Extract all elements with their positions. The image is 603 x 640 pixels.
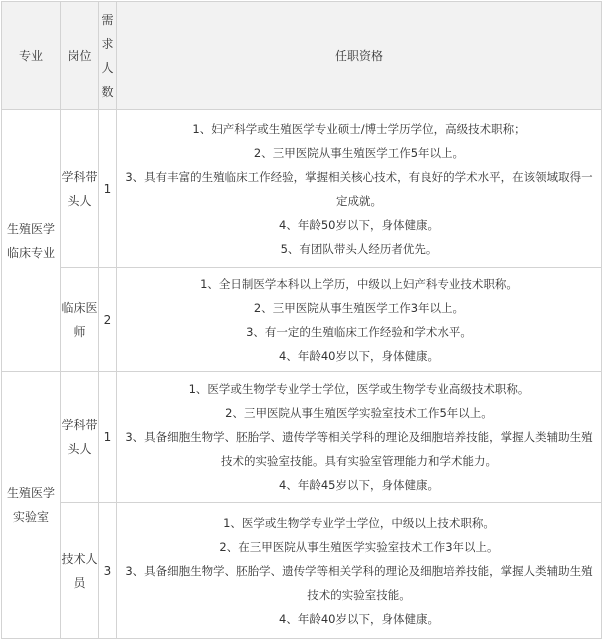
requirement-line: 3、有一定的生殖临床工作经验和学术水平。 (246, 324, 472, 339)
requirement-line: 1、全日制医学本科以上学历，中级以上妇产科专业技术职称。 (200, 276, 518, 291)
requirement-line: 4、年龄50岁以下，身体健康。 (279, 217, 439, 232)
requirement-line: 5、有团队带头人经历者优先。 (280, 241, 438, 256)
requirement-line: 2、三甲医院从事生殖医学工作3年以上。 (253, 300, 465, 315)
requirement-line: 1、妇产科学或生殖医学专业硕士/博士学历学位，高级技术职称； (192, 121, 526, 136)
count-cell: 2 (99, 268, 117, 372)
requirement-line: 3、具有丰富的生殖临床工作经验，掌握相关核心技术，有良好的学术水平，在该领域取得一定成就。 (125, 169, 593, 208)
requirements-cell (117, 372, 602, 503)
count-cell: 3 (99, 503, 117, 639)
count-cell: 1 (99, 372, 117, 503)
requirements-cell (117, 268, 602, 372)
requirement-line: 3、具备细胞生物学、胚胎学、遗传学等相关学科的理论及细胞培养技能，掌握人类辅助生殖技术的实验室技能。具有实验室管理能力和学术能力。 (125, 430, 593, 468)
requirements-cell (117, 503, 602, 639)
requirements-cell (117, 110, 602, 268)
major-cell: 生殖医学实验室 (2, 372, 61, 639)
header-requirements: 任职资格 (117, 2, 602, 110)
requirement-line: 2、三甲医院从事生殖医学工作5年以上。 (253, 145, 465, 160)
header-position: 岗位 (61, 2, 99, 110)
header-major: 专业 (2, 2, 61, 110)
position-cell: 临床医师 (61, 268, 99, 372)
header-count: 需求人数 (99, 2, 117, 110)
position-cell: 技术人员 (61, 503, 99, 639)
requirement-line: 2、在三甲医院从事生殖医学实验室技术工作3年以上。 (219, 539, 499, 554)
requirement-line: 3、具备细胞生物学、胚胎学、遗传学等相关学科的理论及细胞培养技能，掌握人类辅助生殖技术的实验室技能。 (125, 563, 593, 602)
position-cell: 学科带头人 (61, 372, 99, 503)
requirement-line: 2、三甲医院从事生殖医学实验室技术工作5年以上。 (225, 406, 493, 420)
requirement-line: 1、医学或生物学专业学士学位，医学或生物学专业高级技术职称。 (188, 382, 530, 396)
count-cell: 1 (99, 110, 117, 268)
position-cell: 学科带头人 (61, 110, 99, 268)
requirement-line: 4、年龄45岁以下，身体健康。 (279, 478, 439, 492)
recruitment-table (1, 1, 602, 639)
major-cell: 生殖医学临床专业 (2, 110, 61, 372)
requirement-line: 1、医学或生物学专业学士学位，中级以上技术职称。 (223, 515, 495, 530)
requirement-line: 4、年龄40岁以下，身体健康。 (279, 611, 439, 626)
requirement-line: 4、年龄40岁以下，身体健康。 (279, 348, 439, 363)
